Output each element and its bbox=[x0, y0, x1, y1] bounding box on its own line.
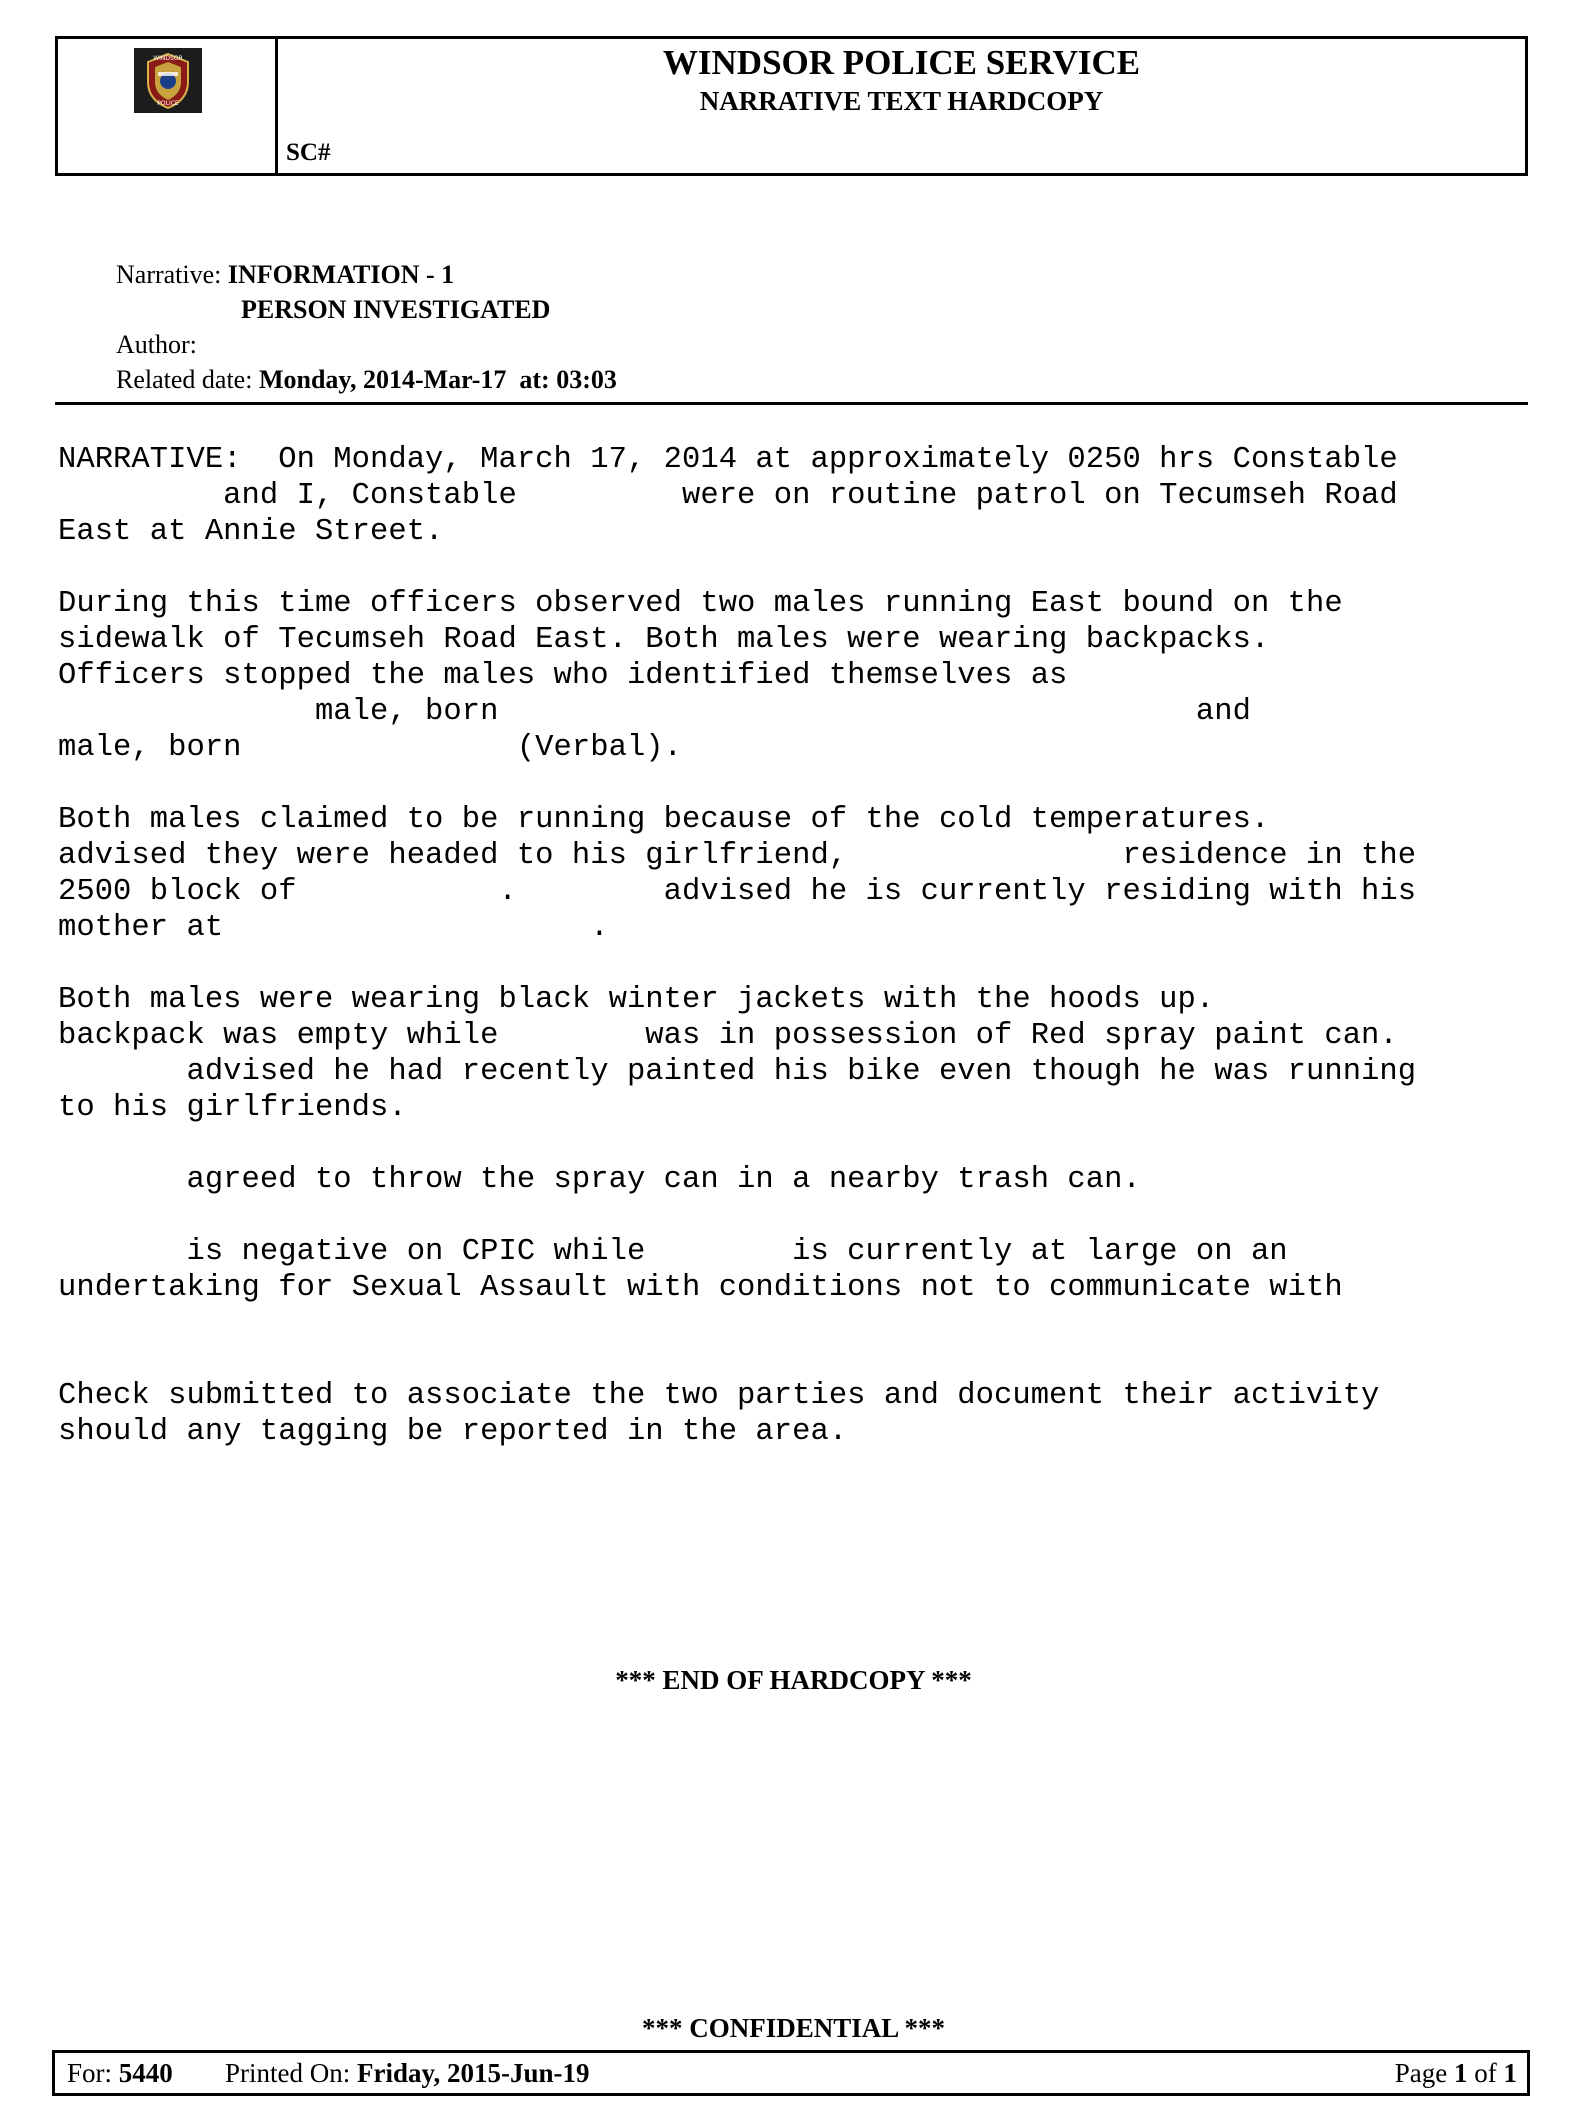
confidential-marker: *** CONFIDENTIAL *** bbox=[641, 2013, 946, 2043]
narrative-line: and I, Constable were on routine patrol on Tecumseh Road bbox=[58, 479, 1398, 513]
narrative-line: mother at . bbox=[58, 911, 609, 945]
logo-text-bottom: POLICE bbox=[157, 100, 179, 107]
narrative-line bbox=[58, 550, 1416, 586]
sc-number-label: SC# bbox=[286, 139, 331, 166]
related-date-label: Related date: bbox=[116, 365, 259, 394]
logo-text-top: WINDSOR bbox=[153, 55, 183, 62]
narrative-subtype-value: PERSON INVESTIGATED bbox=[241, 295, 551, 324]
narrative-line: sidewalk of Tecumseh Road East. Both males were wearing backpacks. bbox=[58, 623, 1270, 657]
related-date-line bbox=[116, 363, 617, 397]
narrative-line: Officers stopped the males who identified themselves as bbox=[58, 659, 1068, 693]
narrative-line: is negative on CPIC while is currently at large on an bbox=[58, 1235, 1288, 1269]
narrative-line: NARRATIVE: On Monday, March 17, 2014 at approximately 0250 hrs Constable bbox=[58, 443, 1398, 477]
narrative-line: Check submitted to associate the two parties and document their activity bbox=[58, 1379, 1380, 1413]
narrative-line: male, born and bbox=[58, 695, 1251, 729]
narrative-line: 2500 block of . advised he is currently residing with his bbox=[58, 875, 1417, 909]
narrative-line bbox=[58, 1342, 1416, 1378]
narrative-line bbox=[58, 1126, 1416, 1162]
police-badge-icon bbox=[134, 48, 202, 113]
narrative-body bbox=[58, 406, 1416, 1486]
narrative-line: advised they were headed to his girlfriend, residence in the bbox=[58, 839, 1417, 873]
narrative-line: Both males were wearing black winter jackets with the hoods up. bbox=[58, 983, 1215, 1017]
agency-title: WINDSOR POLICE SERVICE bbox=[662, 43, 1141, 82]
printed-label: Printed On: bbox=[225, 2058, 357, 2088]
report-header bbox=[55, 36, 1528, 176]
page-of: of bbox=[1467, 2058, 1504, 2088]
footer-printed-on bbox=[225, 2053, 590, 2093]
printed-value: Friday, 2015-Jun-19 bbox=[357, 2058, 590, 2088]
narrative-line: East at Annie Street. bbox=[58, 515, 444, 549]
narrative-line bbox=[58, 1198, 1416, 1234]
header-divider bbox=[55, 402, 1528, 405]
narrative-subtype-line bbox=[241, 293, 550, 327]
narrative-line: agreed to throw the spray can in a nearby trash can. bbox=[58, 1163, 1141, 1197]
narrative-line: Both males claimed to be running because of the cold temperatures. bbox=[58, 803, 1270, 837]
page-label: Page bbox=[1394, 2058, 1454, 2088]
narrative-line: to his girlfriends. bbox=[58, 1091, 407, 1125]
narrative-line: should any tagging be reported in the area. bbox=[58, 1415, 848, 1449]
author-line bbox=[116, 328, 197, 362]
page-total: 1 bbox=[1503, 2058, 1517, 2088]
narrative-line: male, born (Verbal). bbox=[58, 731, 683, 765]
logo-cell bbox=[58, 39, 278, 173]
narrative-value: INFORMATION - 1 bbox=[227, 260, 455, 289]
narrative-line: undertaking for Sexual Assault with conditions not to communicate with bbox=[58, 1271, 1343, 1305]
for-label: For: bbox=[67, 2058, 119, 2088]
footer-page-number bbox=[1395, 2053, 1517, 2093]
narrative-line: During this time officers observed two males running East bound on the bbox=[58, 587, 1343, 621]
narrative-type-line bbox=[116, 258, 454, 292]
report-footer bbox=[52, 2050, 1530, 2096]
document-subtitle: NARRATIVE TEXT HARDCOPY bbox=[699, 86, 1104, 116]
police-badge-logo bbox=[134, 48, 202, 113]
narrative-line: backpack was empty while was in possession of Red spray paint can. bbox=[58, 1019, 1398, 1053]
end-of-hardcopy: *** END OF HARDCOPY *** bbox=[615, 1665, 972, 1695]
narrative-line: advised he had recently painted his bike even though he was running bbox=[58, 1055, 1417, 1089]
related-date-value: Monday, 2014-Mar-17 at: 03:03 bbox=[258, 365, 617, 394]
narrative-line bbox=[58, 946, 1416, 982]
narrative-line bbox=[58, 1306, 1416, 1342]
page-current: 1 bbox=[1454, 2058, 1468, 2088]
author-label: Author: bbox=[116, 330, 197, 359]
narrative-line bbox=[58, 766, 1416, 802]
narrative-label: Narrative: bbox=[116, 260, 228, 289]
footer-for bbox=[67, 2053, 173, 2093]
for-value: 5440 bbox=[118, 2058, 173, 2088]
